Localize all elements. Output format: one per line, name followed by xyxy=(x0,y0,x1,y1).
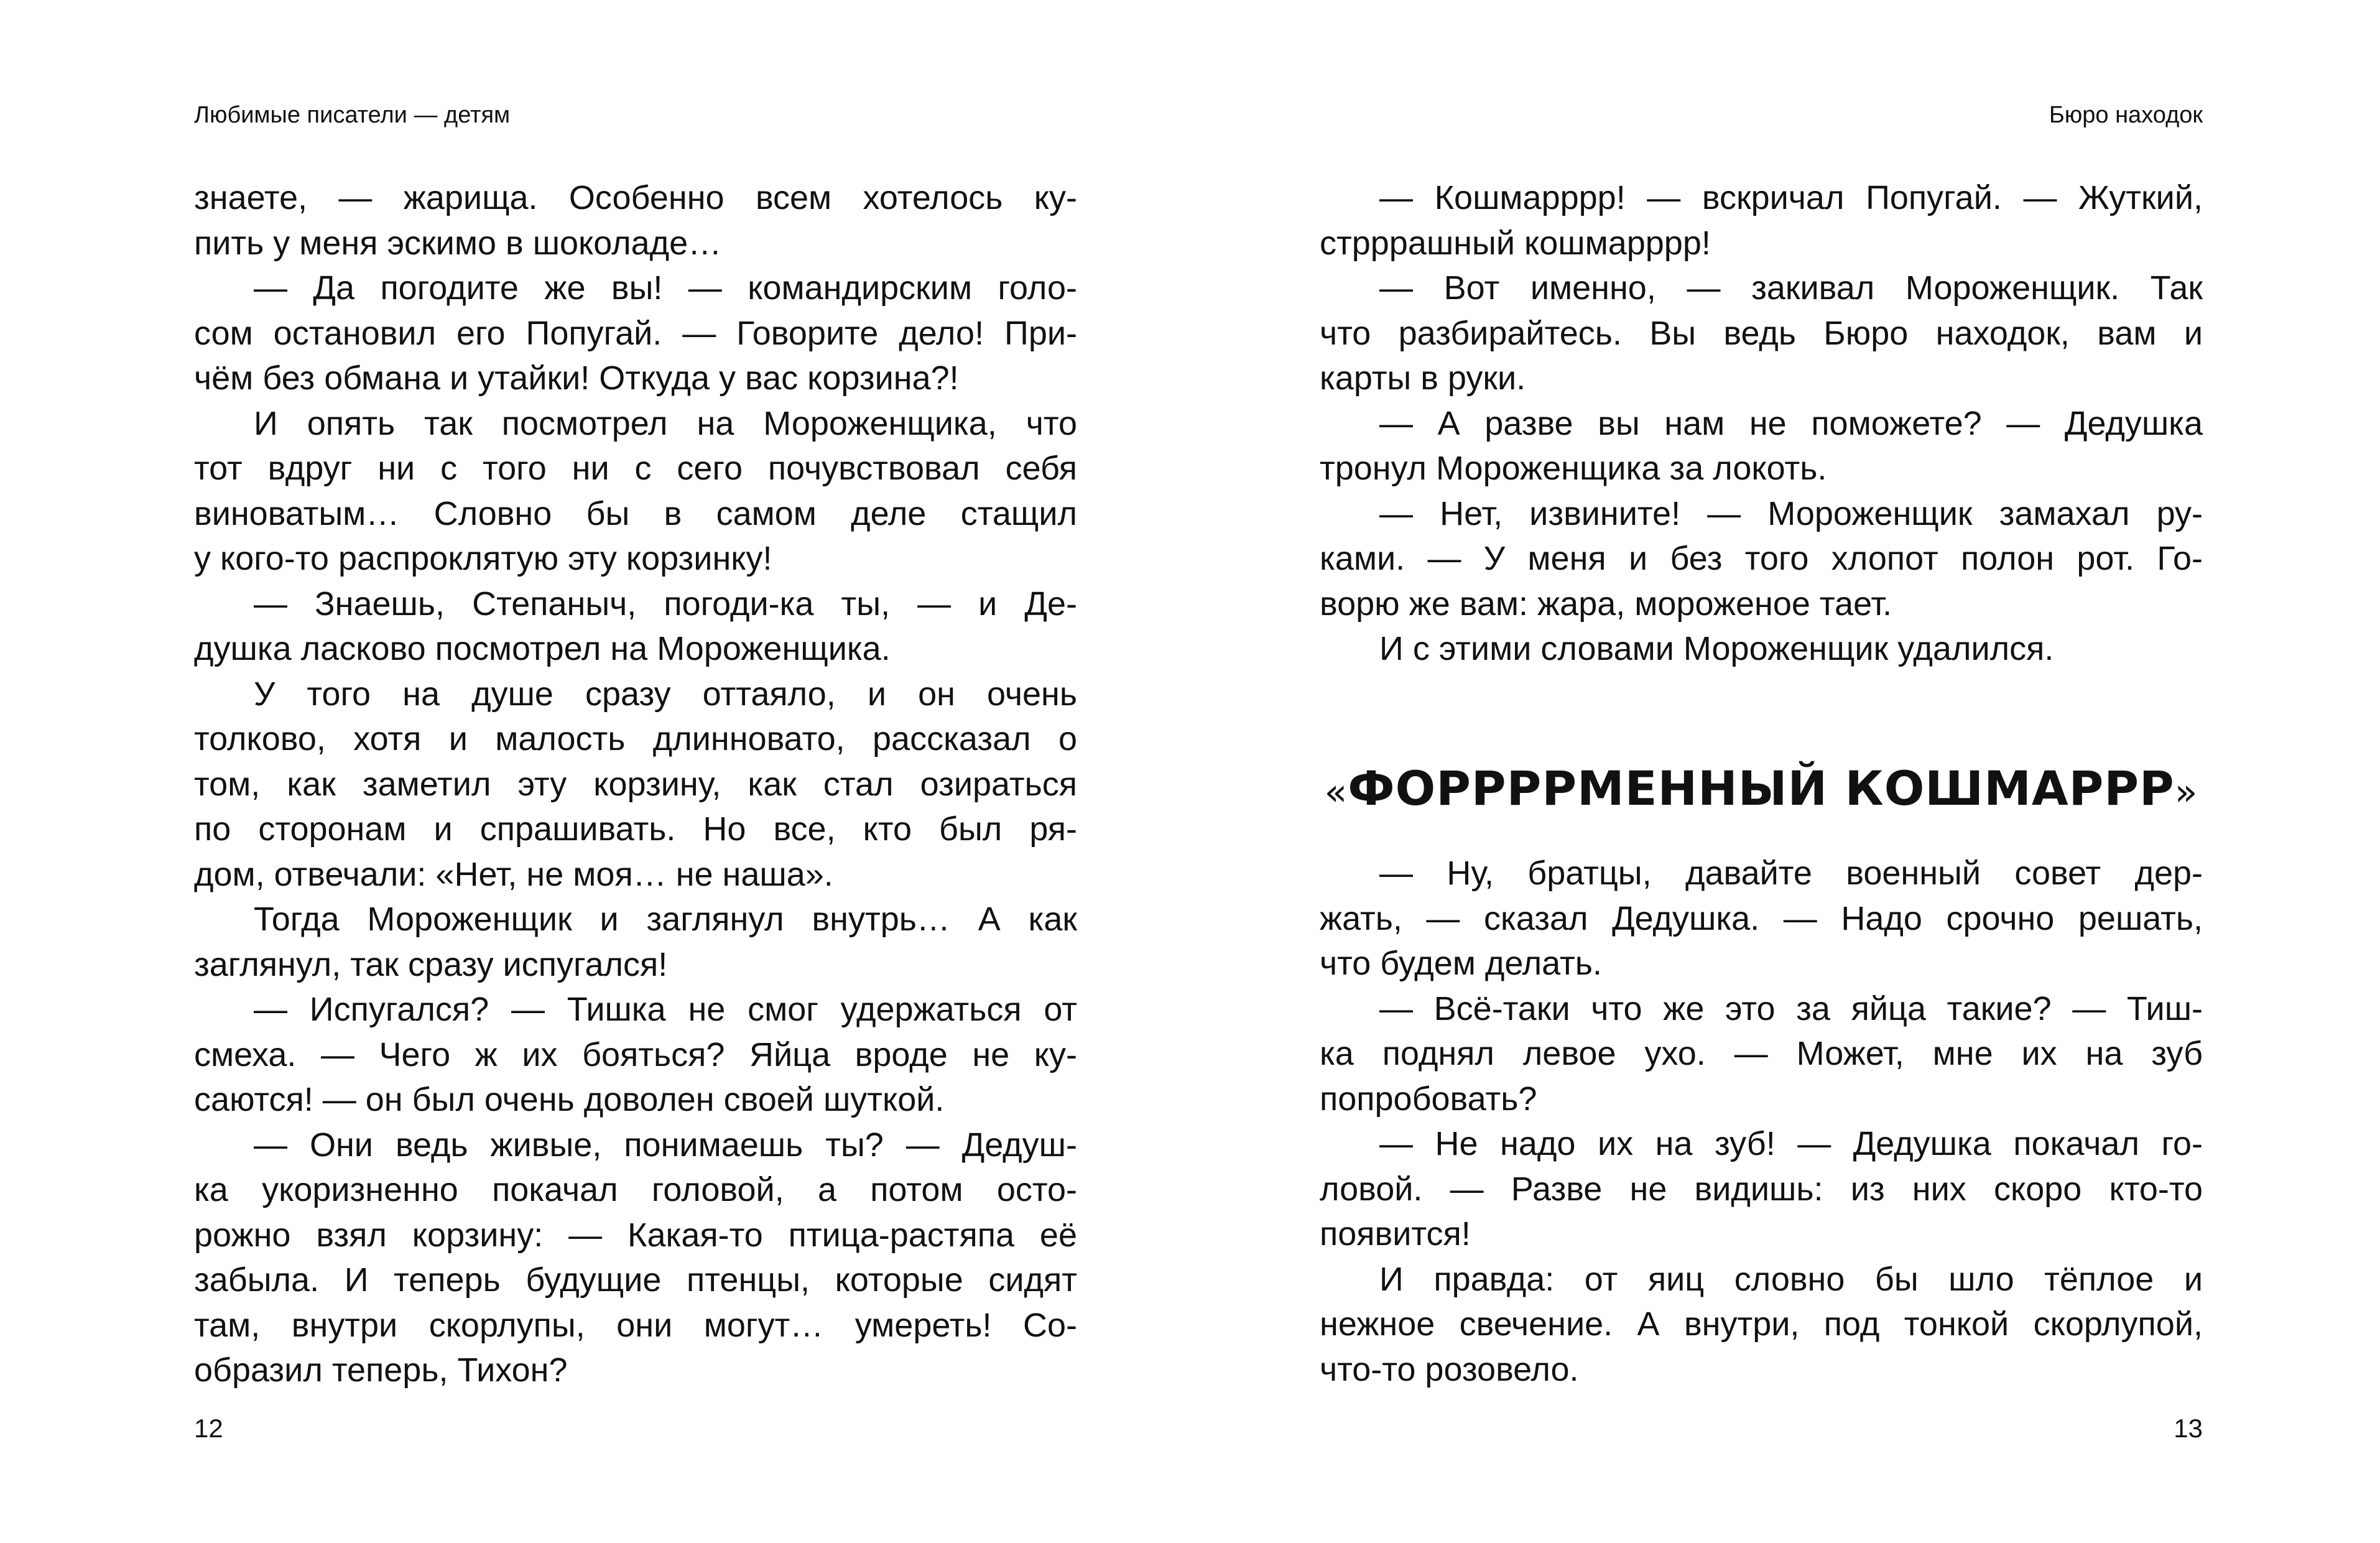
text-line: ка поднял левое ухо. — Может, мне их на зуб xyxy=(1320,1035,2203,1072)
text-line: Тогда Мороженщик и заглянул внутрь… А как xyxy=(254,901,1077,938)
text-line: стрррашный кошмарррр! xyxy=(1320,224,1711,262)
right-body-text-top xyxy=(1320,175,2203,672)
text-line: ка укоризненно покачал головой, а потом осто- xyxy=(194,1171,1077,1208)
text-line: — Нет, извините! — Мороженщик замахал ру- xyxy=(1379,494,2203,532)
text-line: забыла. И теперь будущие птенцы, которые сидят xyxy=(194,1261,1077,1299)
text-line: ками. — У меня и без того хлопот полон рот. Го- xyxy=(1320,540,2203,577)
text-line: жать, — сказал Дедушка. — Надо срочно решать, xyxy=(1320,899,2203,937)
text-line: пить у меня эскимо в шоколаде… xyxy=(194,224,722,262)
text-line: виноватым… Словно бы в самом деле стащил xyxy=(194,494,1077,532)
text-line: что будем делать. xyxy=(1320,945,1602,982)
text-line: попробовать? xyxy=(1320,1080,1537,1118)
text-line: сом остановил его Попугай. — Говорите дело! При- xyxy=(194,314,1077,352)
text-line: нежное свечение. А внутри, под тонкой скорлупой, xyxy=(1320,1305,2203,1343)
chapter-title-close-quote: » xyxy=(2174,771,2198,814)
text-line: — Кошмарррр! — вскричал Попугай. — Жуткий, xyxy=(1379,179,2203,216)
text-line: тронул Мороженщика за локоть. xyxy=(1320,450,1827,487)
right-body-text-bottom xyxy=(1320,851,2203,1392)
text-line: И правда: от яиц словно бы шло тёплое и xyxy=(1379,1260,2203,1298)
text-line: — Они ведь живые, понимаешь ты? — Дедуш- xyxy=(254,1126,1077,1164)
text-line: — Ну, братцы, давайте военный совет дер- xyxy=(1379,855,2203,892)
text-line: тот вдруг ни с того ни с сего почувствовал себя xyxy=(194,450,1077,487)
text-line: смеха. — Чего ж их бояться? Яйца вроде не ку- xyxy=(194,1036,1077,1073)
text-line: — Вот именно, — закивал Мороженщик. Так xyxy=(1379,269,2203,307)
text-line: рожно взял корзину: — Какая-то птица-растяпа её xyxy=(194,1216,1077,1254)
text-line: дом, отвечали: «Нет, не моя… не наша». xyxy=(194,855,833,893)
text-line: там, внутри скорлупы, они могут… умереть! Со- xyxy=(194,1306,1077,1344)
text-line: И опять так посмотрел на Мороженщика, что xyxy=(254,404,1077,442)
left-body-text xyxy=(194,175,1077,1393)
right-page xyxy=(1320,0,2203,1543)
text-line: что-то розовело. xyxy=(1320,1350,1579,1388)
text-line: у кого-то распроклятую эту корзинку! xyxy=(194,540,772,577)
text-line: ворю же вам: жара, мороженое тает. xyxy=(1320,585,1892,623)
text-line: карты в руки. xyxy=(1320,359,1526,397)
text-line: — Испугался? — Тишка не смог удержаться от xyxy=(254,991,1077,1028)
text-line: том, как заметил эту корзину, как стал озираться xyxy=(194,765,1077,803)
text-line: по сторонам и спрашивать. Но все, кто был ря- xyxy=(194,810,1077,848)
chapter-title xyxy=(1320,758,2203,823)
text-line: образил теперь, Тихон? xyxy=(194,1351,568,1389)
text-line: толково, хотя и малость длинновато, рассказал о xyxy=(194,720,1077,758)
chapter-title-text: ФОРРРРМЕННЫЙ КОШМАРРР xyxy=(1348,761,2175,816)
page-number-left: 12 xyxy=(194,1414,223,1443)
text-line: знаете, — жарища. Особенно всем хотелось ку- xyxy=(194,179,1077,216)
text-line: — Всё-таки что же это за яйца такие? — Тиш- xyxy=(1379,989,2203,1027)
text-line: И с этими словами Мороженщик удалился. xyxy=(1379,630,2054,667)
chapter-title-open-quote: « xyxy=(1324,771,1348,814)
text-line: ловой. — Разве не видишь: из них скоро кто-то xyxy=(1320,1170,2203,1208)
text-line: саются! — он был очень доволен своей шуткой. xyxy=(194,1081,945,1118)
text-line: — Да погодите же вы! — командирским голо- xyxy=(254,269,1077,307)
text-line: что разбирайтесь. Вы ведь Бюро находок, вам и xyxy=(1320,314,2203,352)
running-head-left: Любимые писатели — детям xyxy=(194,102,511,128)
text-line: чём без обмана и утайки! Откуда у вас корзина?! xyxy=(194,359,959,397)
text-line: У того на душе сразу оттаяло, и он очень xyxy=(254,675,1077,713)
text-line: появится! xyxy=(1320,1215,1471,1253)
text-line: заглянул, так сразу испугался! xyxy=(194,945,668,983)
running-head-right: Бюро находок xyxy=(2049,102,2203,128)
text-line: душка ласково посмотрел на Мороженщика. xyxy=(194,630,891,667)
page-number-right: 13 xyxy=(2174,1414,2203,1443)
text-line: — Не надо их на зуб! — Дедушка покачал го- xyxy=(1379,1125,2203,1162)
text-line: — А разве вы нам не поможете? — Дедушка xyxy=(1379,404,2203,442)
text-line: — Знаешь, Степаныч, погоди-ка ты, — и Де- xyxy=(254,585,1077,623)
left-page xyxy=(194,0,1077,1543)
